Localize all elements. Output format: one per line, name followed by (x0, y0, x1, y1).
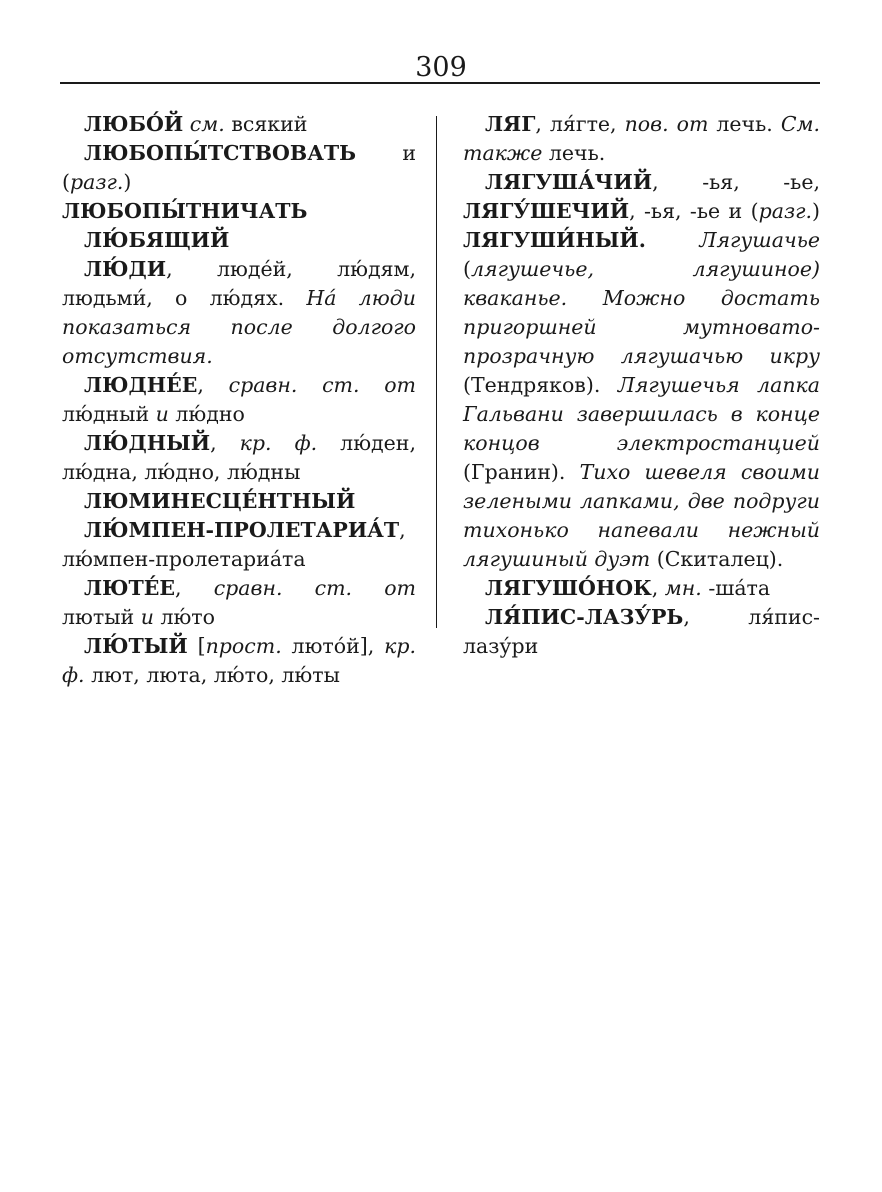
entry-text: (Тендряков). (463, 373, 618, 397)
left-column (62, 110, 416, 690)
dictionary-entry (463, 603, 820, 661)
entry-headword: ЛЯГУ́ШЕЧИЙ (463, 199, 630, 223)
entry-headword: ЛЯГУША́ЧИЙ (485, 170, 653, 194)
dictionary-entry (62, 429, 416, 487)
dictionary-entry (62, 632, 416, 690)
entry-text: лечь. (542, 141, 606, 165)
entry-text: лютый (62, 605, 141, 629)
entry-text: лю́дно (168, 402, 245, 426)
entry-text: и ( (62, 141, 416, 194)
entry-text: , -ья, -ье, (652, 170, 820, 194)
entry-text: лю́то (153, 605, 215, 629)
entry-italic-text: Лягушечья лапка Гальвани завершилась в конце концов электростанцией (463, 373, 820, 455)
entry-text: -ша́та (701, 576, 771, 600)
entry-text: , -ья, -ье и ( (629, 199, 759, 223)
entry-italic-text: разг. (70, 170, 124, 194)
entry-text: всякий (224, 112, 308, 136)
entry-italic-text: лягушечье, лягушиное) кваканье. Можно достать пригоршней мутновато-прозрачную лягушачью икру (463, 257, 820, 368)
entry-italic-text: разг. (758, 199, 812, 223)
dictionary-entry (463, 574, 820, 603)
page-number: 309 (415, 52, 467, 83)
entry-text: люто́й], (281, 634, 385, 658)
dictionary-entry (62, 197, 416, 226)
entry-text: , ля́гте, (535, 112, 625, 136)
entry-headword: ЛЯГУШО́НОК (485, 576, 652, 600)
entry-text: ) (812, 199, 820, 223)
entry-italic-text: На́ люди показаться после долгого отсутствия. (62, 286, 416, 368)
entry-headword: ЛЮМИНЕСЦЕ́НТНЫЙ (84, 489, 356, 513)
entry-text: (Скиталец). (650, 547, 784, 571)
entry-headword: ЛЮТЕ́Е (84, 576, 176, 600)
entry-headword: ЛЮБО́Й (84, 112, 184, 136)
entry-italic-text: сравн. ст. от (228, 373, 416, 397)
entry-headword: ЛЮ́БЯЩИЙ (84, 228, 230, 252)
column-divider (436, 116, 437, 628)
entry-headword: ЛЮБОПЫ́ТСТВОВАТЬ (84, 141, 357, 165)
entry-headword: ЛЮ́МПЕН-ПРОЛЕТАРИА́Т (84, 518, 400, 542)
entry-headword: ЛЮ́ДНЫЙ (84, 431, 211, 455)
entry-text: лют, люта, лю́то, лю́ты (84, 663, 340, 687)
entry-headword: ЛЯГУШИ́НЫЙ. (463, 228, 646, 252)
dictionary-entry (62, 226, 416, 255)
entry-headword: ЛЮ́ДИ (84, 257, 167, 281)
dictionary-entry (62, 516, 416, 574)
entry-italic-text: кр. ф. (239, 431, 318, 455)
entry-italic-text: Тихо шевеля своими зелеными лапками, две подруги тихонько напевали нежный лягушиный дуэт (463, 460, 821, 571)
entry-text: [ (187, 634, 206, 658)
entry-text: ) (123, 170, 132, 194)
entry-headword: ЛЯ́ПИС-ЛАЗУ́РЬ (485, 605, 684, 629)
dictionary-entry (62, 139, 416, 197)
entry-text: , (651, 576, 665, 600)
entry-italic-text: и (155, 402, 169, 426)
entry-text: , (210, 431, 240, 455)
entry-text: , (175, 576, 214, 600)
header-rule (60, 82, 820, 84)
entry-headword: ЛЯГ (485, 112, 536, 136)
entry-text: , лю́мпен-пролетариа́та (62, 518, 406, 571)
entry-text: , ля́пис-лазу́ри (463, 605, 820, 658)
entry-headword: ЛЮ́ТЫЙ (84, 634, 188, 658)
entry-text: лю́дный (62, 402, 156, 426)
entry-text: , люде́й, лю́дям, людьми́, о лю́дях. (62, 257, 416, 310)
entry-italic-text: мн. (664, 576, 702, 600)
entry-headword: ЛЮБОПЫ́ТНИЧАТЬ (62, 199, 308, 223)
entry-text: , (197, 373, 229, 397)
entry-headword: ЛЮДНЕ́Е (84, 373, 198, 397)
entry-italic-text: и (140, 605, 154, 629)
entry-text (646, 228, 700, 252)
dictionary-entry (62, 487, 416, 516)
dictionary-entry (62, 574, 416, 632)
right-column (463, 110, 820, 661)
dictionary-entry (62, 255, 416, 371)
dictionary-entry (463, 168, 820, 574)
entry-italic-text: прост. (205, 634, 282, 658)
dictionary-entry (62, 110, 416, 139)
entry-italic-text: См. также (463, 112, 821, 165)
entry-italic-text: пов. от (624, 112, 709, 136)
entry-italic-text: см. (189, 112, 225, 136)
entry-text: (Гранин). (463, 460, 580, 484)
entry-italic-text: Лягушачье (699, 228, 820, 252)
entry-italic-text: кр. ф. (62, 634, 416, 687)
entry-italic-text: сравн. ст. от (213, 576, 416, 600)
entry-text: ( (463, 257, 471, 281)
dictionary-entry (62, 371, 416, 429)
entry-text: лечь. (708, 112, 781, 136)
entry-text: лю́ден, лю́дна, лю́дно, лю́дны (62, 431, 416, 484)
dictionary-entry (463, 110, 820, 168)
